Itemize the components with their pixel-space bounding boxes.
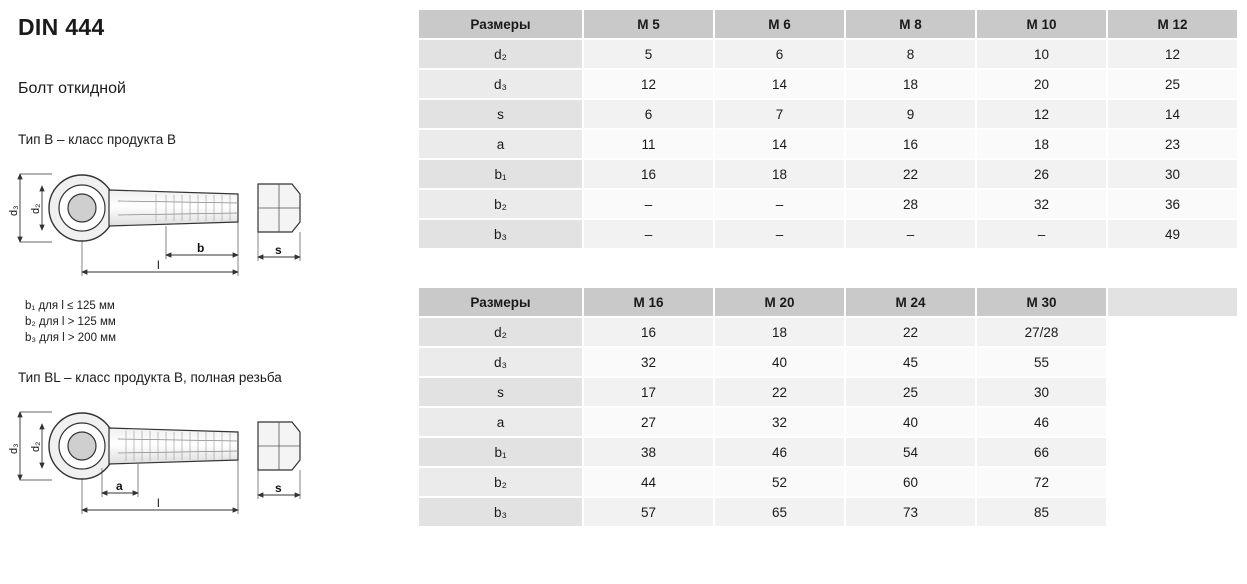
table1-row-6-label: b₃ — [419, 219, 583, 249]
table1-cell-1-2: 18 — [845, 69, 976, 99]
table2-header-cell-1: M 16 — [583, 288, 714, 317]
table-header-row — [419, 288, 1238, 317]
table-row — [419, 69, 1238, 99]
note-b2: b₂ для l > 125 мм — [25, 316, 116, 328]
table2-cell-2-4 — [1107, 377, 1238, 407]
table1-cell-5-4: 36 — [1107, 189, 1238, 219]
table1-cell-6-2: – — [845, 219, 976, 249]
svg-text:s: s — [275, 481, 282, 495]
table1-row-0-label: d₂ — [419, 39, 583, 69]
type-b-label: Тип B – класс продукта B — [18, 132, 176, 147]
table1-cell-4-0: 16 — [583, 159, 714, 189]
table-row — [419, 159, 1238, 189]
table2-cell-6-2: 73 — [845, 497, 976, 527]
length-notes — [25, 298, 116, 346]
table2-cell-0-0: 16 — [583, 317, 714, 347]
table1-cell-0-0: 5 — [583, 39, 714, 69]
table2-cell-3-4 — [1107, 407, 1238, 437]
table1-row-4-label: b₁ — [419, 159, 583, 189]
table2-cell-6-1: 65 — [714, 497, 845, 527]
standard-title: DIN 444 — [18, 14, 105, 40]
table2-cell-0-1: 18 — [714, 317, 845, 347]
table2-cell-4-3: 66 — [976, 437, 1107, 467]
table1-header-cell-2: M 6 — [714, 10, 845, 39]
table1-cell-3-1: 14 — [714, 129, 845, 159]
table1-cell-1-3: 20 — [976, 69, 1107, 99]
table-row — [419, 317, 1238, 347]
table-row — [419, 377, 1238, 407]
table1-cell-5-2: 28 — [845, 189, 976, 219]
table2-cell-5-4 — [1107, 467, 1238, 497]
table1-row-1-label: d₃ — [419, 69, 583, 99]
table1-header-cell-1: M 5 — [583, 10, 714, 39]
svg-text:l: l — [157, 258, 160, 272]
table2-cell-2-1: 22 — [714, 377, 845, 407]
table1-cell-2-2: 9 — [845, 99, 976, 129]
table2-cell-1-0: 32 — [583, 347, 714, 377]
table1-header-cell-5: M 12 — [1107, 10, 1238, 39]
table2-cell-4-0: 38 — [583, 437, 714, 467]
table2-cell-1-2: 45 — [845, 347, 976, 377]
table2-cell-3-2: 40 — [845, 407, 976, 437]
table-row — [419, 219, 1238, 249]
table-row — [419, 347, 1238, 377]
table2-cell-0-4 — [1107, 317, 1238, 347]
table1-header-cell-4: M 10 — [976, 10, 1107, 39]
table1-cell-2-4: 14 — [1107, 99, 1238, 129]
table2-header-cell-2: M 20 — [714, 288, 845, 317]
type-bl-label: Тип BL – класс продукта B, полная резьба — [18, 370, 282, 385]
table2-cell-0-3: 27/28 — [976, 317, 1107, 347]
table2-cell-4-4 — [1107, 437, 1238, 467]
table2-row-1-label: d₃ — [419, 347, 583, 377]
table2-header-cell-5 — [1107, 288, 1238, 317]
table2-row-5-label: b₂ — [419, 467, 583, 497]
table1-cell-5-3: 32 — [976, 189, 1107, 219]
table1-cell-1-0: 12 — [583, 69, 714, 99]
svg-text:a: a — [116, 479, 123, 493]
table1-cell-5-0: – — [583, 189, 714, 219]
table2-cell-5-1: 52 — [714, 467, 845, 497]
table1-cell-6-3: – — [976, 219, 1107, 249]
table1-cell-3-4: 23 — [1107, 129, 1238, 159]
table-row — [419, 189, 1238, 219]
table2-cell-4-2: 54 — [845, 437, 976, 467]
svg-text:d₂: d₂ — [30, 203, 42, 214]
table2-header-cell-4: M 30 — [976, 288, 1107, 317]
table2-cell-1-1: 40 — [714, 347, 845, 377]
table2-cell-1-3: 55 — [976, 347, 1107, 377]
table1-cell-3-2: 16 — [845, 129, 976, 159]
table1-cell-0-2: 8 — [845, 39, 976, 69]
dimensions-table-1-wrapper — [419, 10, 1239, 250]
table2-cell-5-2: 60 — [845, 467, 976, 497]
table2-cell-5-0: 44 — [583, 467, 714, 497]
table2-cell-2-3: 30 — [976, 377, 1107, 407]
table-row — [419, 99, 1238, 129]
table1-cell-6-0: – — [583, 219, 714, 249]
table-row — [419, 39, 1238, 69]
svg-text:d₂: d₂ — [30, 441, 42, 452]
table1-cell-0-1: 6 — [714, 39, 845, 69]
table1-row-2-label: s — [419, 99, 583, 129]
table1-header-cell-0: Размеры — [419, 10, 583, 39]
table1-cell-4-1: 18 — [714, 159, 845, 189]
table-row — [419, 407, 1238, 437]
table2-header-cell-0: Размеры — [419, 288, 583, 317]
dimensions-table-1 — [419, 10, 1239, 250]
table2-row-0-label: d₂ — [419, 317, 583, 347]
table1-cell-0-4: 12 — [1107, 39, 1238, 69]
table2-row-4-label: b₁ — [419, 437, 583, 467]
table2-row-2-label: s — [419, 377, 583, 407]
svg-text:d₃: d₃ — [8, 205, 20, 216]
table1-cell-4-4: 30 — [1107, 159, 1238, 189]
table2-cell-3-1: 32 — [714, 407, 845, 437]
table1-cell-0-3: 10 — [976, 39, 1107, 69]
dimensions-table-2 — [419, 288, 1239, 528]
table2-row-6-label: b₃ — [419, 497, 583, 527]
table-row — [419, 437, 1238, 467]
table1-cell-4-2: 22 — [845, 159, 976, 189]
table1-cell-3-3: 18 — [976, 129, 1107, 159]
table-row — [419, 129, 1238, 159]
table1-cell-3-0: 11 — [583, 129, 714, 159]
table-row — [419, 467, 1238, 497]
product-name: Болт откидной — [18, 80, 126, 97]
svg-text:l: l — [157, 496, 160, 510]
table1-cell-2-1: 7 — [714, 99, 845, 129]
table2-header-cell-3: M 24 — [845, 288, 976, 317]
table2-cell-2-2: 25 — [845, 377, 976, 407]
svg-text:s: s — [275, 243, 282, 257]
table1-cell-6-1: – — [714, 219, 845, 249]
table2-cell-5-3: 72 — [976, 467, 1107, 497]
table1-cell-6-4: 49 — [1107, 219, 1238, 249]
type-bl-drawing — [6, 398, 336, 528]
left-info-panel — [0, 0, 408, 584]
table-row — [419, 497, 1238, 527]
svg-text:b: b — [197, 241, 205, 255]
table1-cell-5-1: – — [714, 189, 845, 219]
table2-cell-6-3: 85 — [976, 497, 1107, 527]
table1-row-3-label: a — [419, 129, 583, 159]
table1-cell-4-3: 26 — [976, 159, 1107, 189]
table2-cell-1-4 — [1107, 347, 1238, 377]
table2-cell-3-0: 27 — [583, 407, 714, 437]
table2-row-3-label: a — [419, 407, 583, 437]
note-b1: b₁ для l ≤ 125 мм — [25, 300, 115, 312]
table1-row-5-label: b₂ — [419, 189, 583, 219]
table1-cell-1-4: 25 — [1107, 69, 1238, 99]
table2-cell-2-0: 17 — [583, 377, 714, 407]
table2-cell-0-2: 22 — [845, 317, 976, 347]
table1-cell-1-1: 14 — [714, 69, 845, 99]
svg-text:d₃: d₃ — [8, 443, 20, 454]
table1-cell-2-3: 12 — [976, 99, 1107, 129]
table2-cell-3-3: 46 — [976, 407, 1107, 437]
table2-cell-6-4 — [1107, 497, 1238, 527]
dimensions-table-2-wrapper — [419, 288, 1239, 528]
type-b-drawing — [6, 160, 336, 290]
table1-header-cell-3: M 8 — [845, 10, 976, 39]
table2-cell-4-1: 46 — [714, 437, 845, 467]
table1-cell-2-0: 6 — [583, 99, 714, 129]
table2-cell-6-0: 57 — [583, 497, 714, 527]
note-b3: b₃ для l > 200 мм — [25, 332, 116, 344]
table-header-row — [419, 10, 1238, 39]
